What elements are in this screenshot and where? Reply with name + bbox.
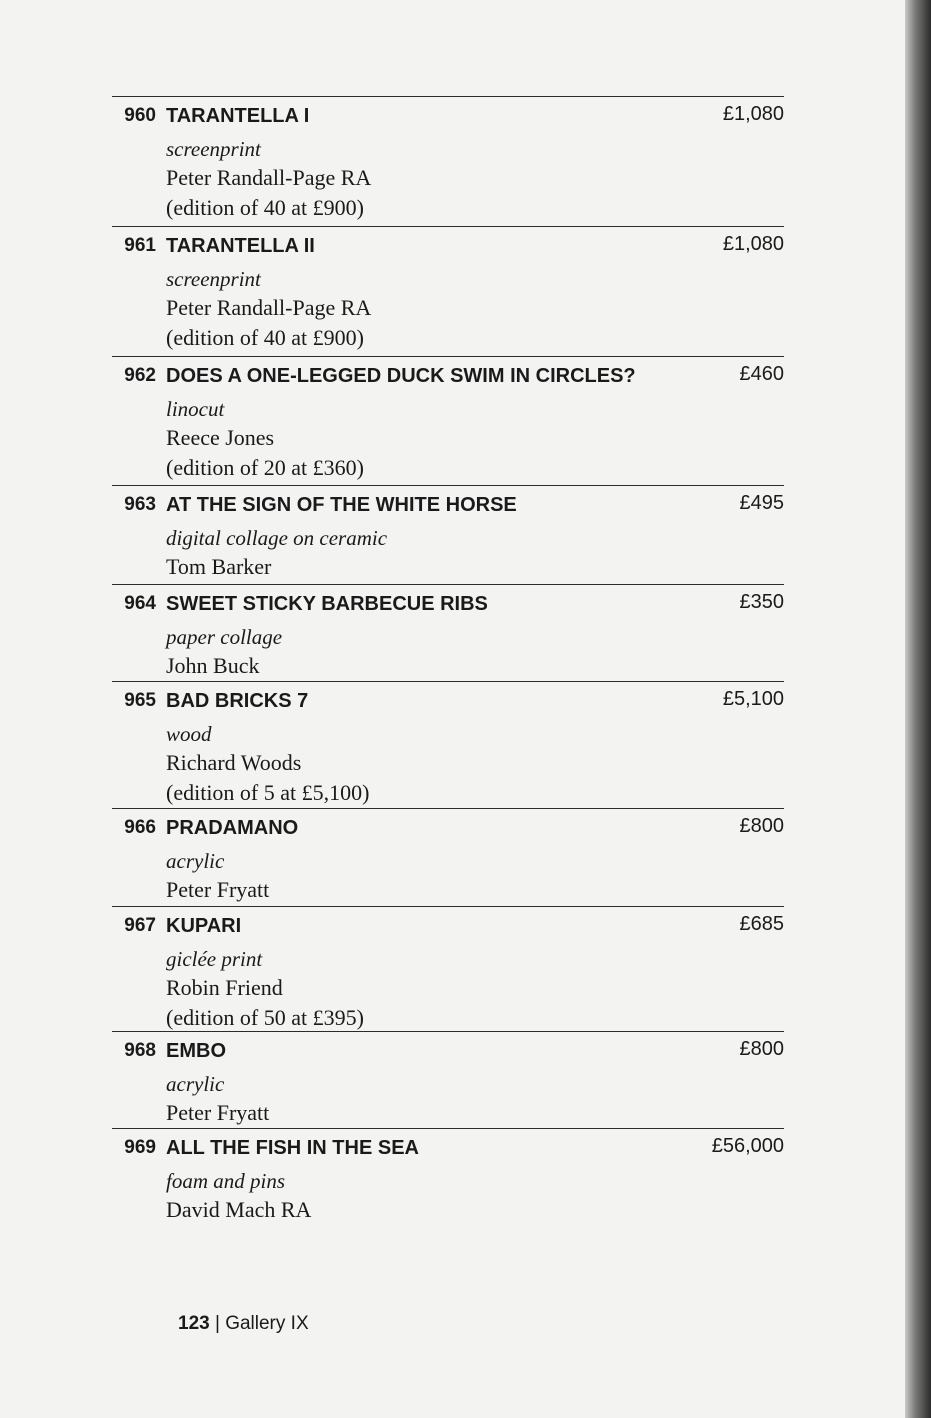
entry-price: £460 bbox=[739, 363, 784, 385]
entry-title: TARANTELLA I bbox=[166, 105, 310, 127]
entry-number: 962 bbox=[124, 365, 156, 386]
entry-artist: Peter Fryatt bbox=[166, 877, 270, 902]
catalogue-entry bbox=[112, 808, 784, 906]
entry-artist: Robin Friend bbox=[166, 975, 283, 1000]
catalogue-entry bbox=[112, 906, 784, 1031]
entry-medium: acrylic bbox=[166, 849, 225, 873]
entry-edition: (edition of 50 at £395) bbox=[166, 1005, 364, 1030]
catalogue-list bbox=[112, 96, 784, 1228]
footer-separator: | bbox=[209, 1313, 226, 1334]
entry-number: 966 bbox=[124, 817, 156, 838]
entry-title: KUPARI bbox=[166, 915, 242, 937]
entry-number: 969 bbox=[124, 1137, 156, 1158]
entry-price: £685 bbox=[739, 913, 784, 935]
entry-number: 961 bbox=[124, 235, 156, 256]
entry-price: £350 bbox=[739, 591, 784, 613]
entry-edition: (edition of 20 at £360) bbox=[166, 455, 364, 480]
catalogue-entry bbox=[112, 226, 784, 356]
entry-price: £56,000 bbox=[711, 1135, 784, 1157]
entry-medium: paper collage bbox=[166, 625, 283, 649]
entry-price: £1,080 bbox=[722, 103, 784, 125]
entry-edition: (edition of 40 at £900) bbox=[166, 325, 364, 350]
entry-medium: screenprint bbox=[166, 137, 261, 161]
catalogue-entry bbox=[112, 356, 784, 485]
entry-title: PRADAMANO bbox=[166, 817, 299, 839]
entry-price: £5,100 bbox=[722, 688, 784, 710]
entry-price: £800 bbox=[739, 1038, 784, 1060]
entry-number: 965 bbox=[124, 690, 156, 711]
catalogue-entry bbox=[112, 1128, 784, 1228]
entry-medium: foam and pins bbox=[166, 1169, 286, 1193]
entry-medium: giclée print bbox=[166, 947, 263, 971]
entry-medium: linocut bbox=[166, 397, 225, 421]
entry-title: BAD BRICKS 7 bbox=[166, 690, 309, 712]
entry-artist: Peter Randall-Page RA bbox=[166, 165, 372, 190]
entry-edition: (edition of 40 at £900) bbox=[166, 195, 364, 220]
entry-price: £1,080 bbox=[722, 233, 784, 255]
entry-medium: screenprint bbox=[166, 267, 261, 291]
page-footer bbox=[178, 1313, 309, 1335]
entry-number: 967 bbox=[124, 915, 156, 936]
entry-artist: Reece Jones bbox=[166, 425, 275, 450]
entry-title: EMBO bbox=[166, 1040, 226, 1062]
entry-number: 963 bbox=[124, 494, 156, 515]
entry-medium: wood bbox=[166, 722, 212, 746]
section-name: Gallery IX bbox=[225, 1313, 309, 1334]
book-binding-edge bbox=[905, 0, 931, 1418]
entry-price: £800 bbox=[739, 815, 784, 837]
entry-title: DOES A ONE-LEGGED DUCK SWIM IN CIRCLES? bbox=[166, 365, 636, 387]
entry-title: ALL THE FISH IN THE SEA bbox=[166, 1137, 419, 1159]
entry-title: TARANTELLA II bbox=[166, 235, 315, 257]
entry-medium: acrylic bbox=[166, 1072, 225, 1096]
catalogue-entry bbox=[112, 1031, 784, 1128]
entry-artist: John Buck bbox=[166, 653, 260, 678]
entry-artist: David Mach RA bbox=[166, 1197, 312, 1222]
entry-medium: digital collage on ceramic bbox=[166, 526, 388, 550]
entry-edition: (edition of 5 at £5,100) bbox=[166, 780, 370, 805]
entry-title: AT THE SIGN OF THE WHITE HORSE bbox=[166, 494, 517, 516]
entry-number: 968 bbox=[124, 1040, 156, 1061]
entry-number: 964 bbox=[124, 593, 156, 614]
catalogue-entry bbox=[112, 485, 784, 584]
page-number: 123 bbox=[178, 1313, 210, 1334]
catalogue-entry bbox=[112, 681, 784, 808]
catalogue-entry bbox=[112, 96, 784, 226]
entry-artist: Richard Woods bbox=[166, 750, 302, 775]
entry-artist: Tom Barker bbox=[166, 554, 272, 579]
entry-number: 960 bbox=[124, 105, 156, 126]
entry-title: SWEET STICKY BARBECUE RIBS bbox=[166, 593, 488, 615]
entry-artist: Peter Randall-Page RA bbox=[166, 295, 372, 320]
entry-price: £495 bbox=[739, 492, 784, 514]
entry-artist: Peter Fryatt bbox=[166, 1100, 270, 1125]
catalogue-entry bbox=[112, 584, 784, 681]
